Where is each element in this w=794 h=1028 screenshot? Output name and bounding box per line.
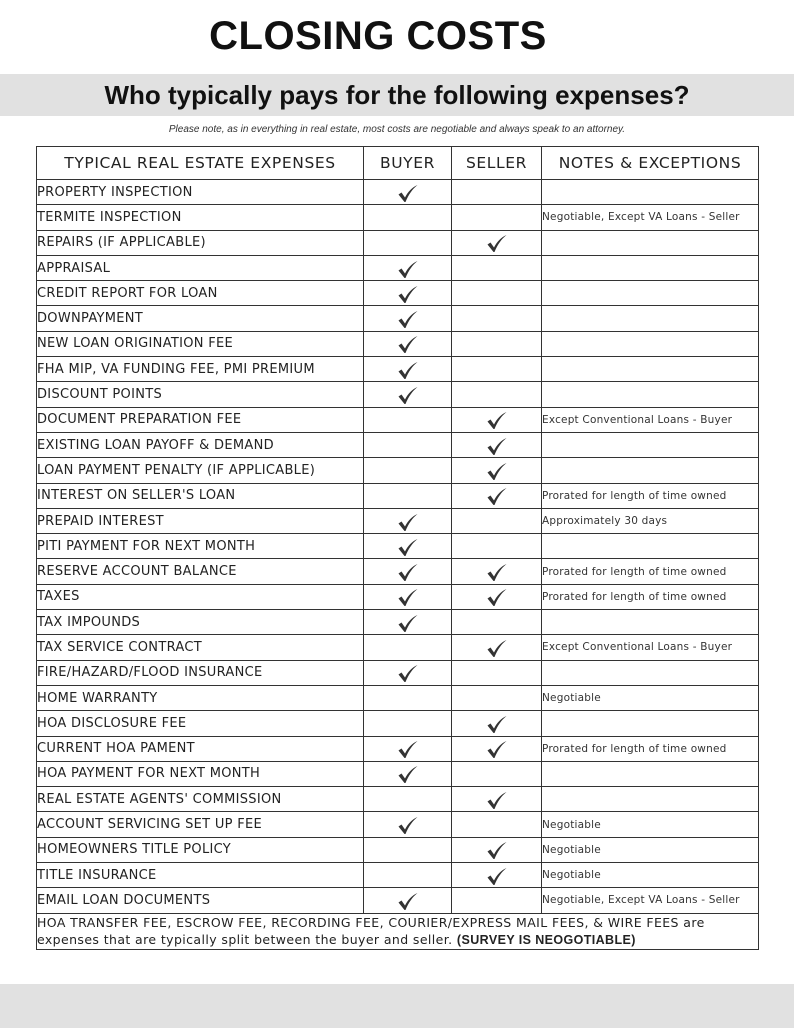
table-row [37, 635, 759, 660]
buyer-cell [364, 559, 452, 584]
checkmark-icon [486, 588, 508, 607]
table-row [37, 888, 759, 913]
seller-cell [452, 205, 542, 230]
expense-name: PREPAID INTEREST [37, 508, 364, 533]
seller-cell [452, 711, 542, 736]
table-row [37, 255, 759, 280]
notes-cell: Prorated for length of time owned [542, 736, 759, 761]
table-row [37, 205, 759, 230]
buyer-cell [364, 458, 452, 483]
buyer-cell [364, 787, 452, 812]
expense-name: CREDIT REPORT FOR LOAN [37, 281, 364, 306]
checkmark-icon [397, 335, 419, 354]
seller-cell [452, 584, 542, 609]
expense-name: EXISTING LOAN PAYOFF & DEMAND [37, 432, 364, 457]
expense-name: TAX IMPOUNDS [37, 610, 364, 635]
expense-name: INTEREST ON SELLER'S LOAN [37, 483, 364, 508]
buyer-cell [364, 685, 452, 710]
seller-cell [452, 458, 542, 483]
notes-cell: Negotiable [542, 863, 759, 888]
buyer-cell [364, 357, 452, 382]
header-expense: TYPICAL REAL ESTATE EXPENSES [37, 147, 364, 180]
notes-cell [542, 432, 759, 457]
notes-cell [542, 534, 759, 559]
checkmark-icon [486, 841, 508, 860]
notes-cell [542, 458, 759, 483]
notes-cell [542, 331, 759, 356]
expense-table [36, 146, 759, 950]
checkmark-icon [397, 361, 419, 380]
expense-name: HOA DISCLOSURE FEE [37, 711, 364, 736]
checkmark-icon [486, 437, 508, 456]
table-row [37, 837, 759, 862]
notes-cell [542, 281, 759, 306]
table-row [37, 483, 759, 508]
buyer-cell [364, 812, 452, 837]
expense-name: HOA PAYMENT FOR NEXT MONTH [37, 761, 364, 786]
seller-cell [452, 610, 542, 635]
notes-cell [542, 180, 759, 205]
buyer-cell [364, 255, 452, 280]
buyer-cell [364, 888, 452, 913]
checkmark-icon [397, 816, 419, 835]
table-row [37, 559, 759, 584]
expense-name: NEW LOAN ORIGINATION FEE [37, 331, 364, 356]
checkmark-icon [486, 639, 508, 658]
buyer-cell [364, 635, 452, 660]
table-row [37, 180, 759, 205]
checkmark-icon [397, 664, 419, 683]
seller-cell [452, 483, 542, 508]
checkmark-icon [397, 588, 419, 607]
checkmark-icon [397, 563, 419, 582]
checkmark-icon [397, 740, 419, 759]
notes-cell: Negotiable [542, 685, 759, 710]
checkmark-icon [486, 487, 508, 506]
buyer-cell [364, 407, 452, 432]
table-row [37, 534, 759, 559]
page-subtitle: Who typically pays for the following expenses? [104, 80, 690, 110]
expense-name: DISCOUNT POINTS [37, 382, 364, 407]
buyer-cell [364, 761, 452, 786]
expense-name: EMAIL LOAN DOCUMENTS [37, 888, 364, 913]
checkmark-icon [397, 614, 419, 633]
seller-cell [452, 357, 542, 382]
notes-cell [542, 230, 759, 255]
expense-name: REAL ESTATE AGENTS' COMMISSION [37, 787, 364, 812]
seller-cell [452, 863, 542, 888]
table-row [37, 458, 759, 483]
seller-cell [452, 508, 542, 533]
table-row [37, 584, 759, 609]
notes-cell [542, 787, 759, 812]
notes-cell: Prorated for length of time owned [542, 483, 759, 508]
footer-row [37, 913, 759, 949]
notes-cell [542, 306, 759, 331]
table-row [37, 787, 759, 812]
table-row [37, 331, 759, 356]
expense-name: RESERVE ACCOUNT BALANCE [37, 559, 364, 584]
table-body [37, 180, 759, 914]
buyer-cell [364, 736, 452, 761]
checkmark-icon [397, 892, 419, 911]
buyer-cell [364, 863, 452, 888]
buyer-cell [364, 508, 452, 533]
expense-name: LOAN PAYMENT PENALTY (IF APPLICABLE) [37, 458, 364, 483]
footer-emphasis: (SURVEY IS NEOGOTIABLE) [456, 932, 636, 947]
checkmark-icon [397, 310, 419, 329]
expense-name: APPRAISAL [37, 255, 364, 280]
checkmark-icon [486, 563, 508, 582]
notes-cell: Negotiable [542, 812, 759, 837]
footer-note [37, 913, 759, 949]
table-row [37, 281, 759, 306]
table-row [37, 685, 759, 710]
checkmark-icon [486, 791, 508, 810]
seller-cell [452, 230, 542, 255]
expense-name: HOMEOWNERS TITLE POLICY [37, 837, 364, 862]
buyer-cell [364, 711, 452, 736]
buyer-cell [364, 331, 452, 356]
checkmark-icon [486, 462, 508, 481]
table-row [37, 610, 759, 635]
checkmark-icon [397, 513, 419, 532]
expense-name: ACCOUNT SERVICING SET UP FEE [37, 812, 364, 837]
notes-cell [542, 711, 759, 736]
table-row [37, 382, 759, 407]
notes-cell [542, 382, 759, 407]
table-row [37, 306, 759, 331]
buyer-cell [364, 180, 452, 205]
seller-cell [452, 382, 542, 407]
table-row [37, 357, 759, 382]
seller-cell [452, 736, 542, 761]
seller-cell [452, 255, 542, 280]
expense-name: DOWNPAYMENT [37, 306, 364, 331]
checkmark-icon [486, 740, 508, 759]
checkmark-icon [397, 765, 419, 784]
buyer-cell [364, 610, 452, 635]
table-row [37, 508, 759, 533]
seller-cell [452, 306, 542, 331]
expense-name: REPAIRS (IF APPLICABLE) [37, 230, 364, 255]
buyer-cell [364, 660, 452, 685]
table-row [37, 230, 759, 255]
checkmark-icon [397, 538, 419, 557]
seller-cell [452, 812, 542, 837]
notes-cell: Approximately 30 days [542, 508, 759, 533]
expense-name: CURRENT HOA PAMENT [37, 736, 364, 761]
disclaimer-note: Please note, as in everything in real estate, most costs are negotiable and always speak to an attorney. [168, 124, 626, 135]
checkmark-icon [486, 867, 508, 886]
seller-cell [452, 787, 542, 812]
buyer-cell [364, 306, 452, 331]
notes-cell: Negotiable, Except VA Loans - Seller [542, 205, 759, 230]
seller-cell [452, 180, 542, 205]
expense-name: TAX SERVICE CONTRACT [37, 635, 364, 660]
buyer-cell [364, 230, 452, 255]
seller-cell [452, 660, 542, 685]
notes-cell: Except Conventional Loans - Buyer [542, 635, 759, 660]
notes-cell [542, 610, 759, 635]
expense-name: PROPERTY INSPECTION [37, 180, 364, 205]
table-row [37, 863, 759, 888]
seller-cell [452, 685, 542, 710]
table-row [37, 432, 759, 457]
notes-cell: Prorated for length of time owned [542, 559, 759, 584]
notes-cell: Prorated for length of time owned [542, 584, 759, 609]
checkmark-icon [397, 184, 419, 203]
table-row [37, 407, 759, 432]
seller-cell [452, 559, 542, 584]
checkmark-icon [486, 234, 508, 253]
buyer-cell [364, 205, 452, 230]
notes-cell [542, 761, 759, 786]
header-notes: NOTES & EXCEPTIONS [542, 147, 759, 180]
table-row [37, 736, 759, 761]
notes-cell [542, 255, 759, 280]
footer-text: HOA TRANSFER FEE, ESCROW FEE, RECORDING FEE, COURIER/EXPRESS MAIL FEES, & WIRE FEES are expenses that are typically split between the buyer and seller. [37, 914, 705, 947]
seller-cell [452, 761, 542, 786]
expense-name: FHA MIP, VA FUNDING FEE, PMI PREMIUM [37, 357, 364, 382]
buyer-cell [364, 382, 452, 407]
seller-cell [452, 635, 542, 660]
checkmark-icon [397, 260, 419, 279]
notes-cell [542, 660, 759, 685]
page-title: CLOSING COSTS [209, 14, 547, 58]
table-header-row [37, 147, 759, 180]
checkmark-icon [397, 386, 419, 405]
table-row [37, 660, 759, 685]
buyer-cell [364, 483, 452, 508]
header-seller: SELLER [452, 147, 542, 180]
expense-name: DOCUMENT PREPARATION FEE [37, 407, 364, 432]
seller-cell [452, 331, 542, 356]
buyer-cell [364, 837, 452, 862]
seller-cell [452, 534, 542, 559]
buyer-cell [364, 432, 452, 457]
bottom-band [0, 984, 794, 1028]
table-row [37, 812, 759, 837]
seller-cell [452, 281, 542, 306]
expense-name: TAXES [37, 584, 364, 609]
notes-cell: Except Conventional Loans - Buyer [542, 407, 759, 432]
seller-cell [452, 837, 542, 862]
expense-name: PITI PAYMENT FOR NEXT MONTH [37, 534, 364, 559]
notes-cell [542, 357, 759, 382]
buyer-cell [364, 281, 452, 306]
notes-cell: Negotiable, Except VA Loans - Seller [542, 888, 759, 913]
seller-cell [452, 888, 542, 913]
notes-cell: Negotiable [542, 837, 759, 862]
seller-cell [452, 407, 542, 432]
checkmark-icon [486, 715, 508, 734]
buyer-cell [364, 584, 452, 609]
buyer-cell [364, 534, 452, 559]
checkmark-icon [397, 285, 419, 304]
expense-name: FIRE/HAZARD/FLOOD INSURANCE [37, 660, 364, 685]
expense-name: TITLE INSURANCE [37, 863, 364, 888]
seller-cell [452, 432, 542, 457]
header-buyer: BUYER [364, 147, 452, 180]
table-row [37, 761, 759, 786]
expense-name: HOME WARRANTY [37, 685, 364, 710]
checkmark-icon [486, 411, 508, 430]
table-row [37, 711, 759, 736]
expense-name: TERMITE INSPECTION [37, 205, 364, 230]
